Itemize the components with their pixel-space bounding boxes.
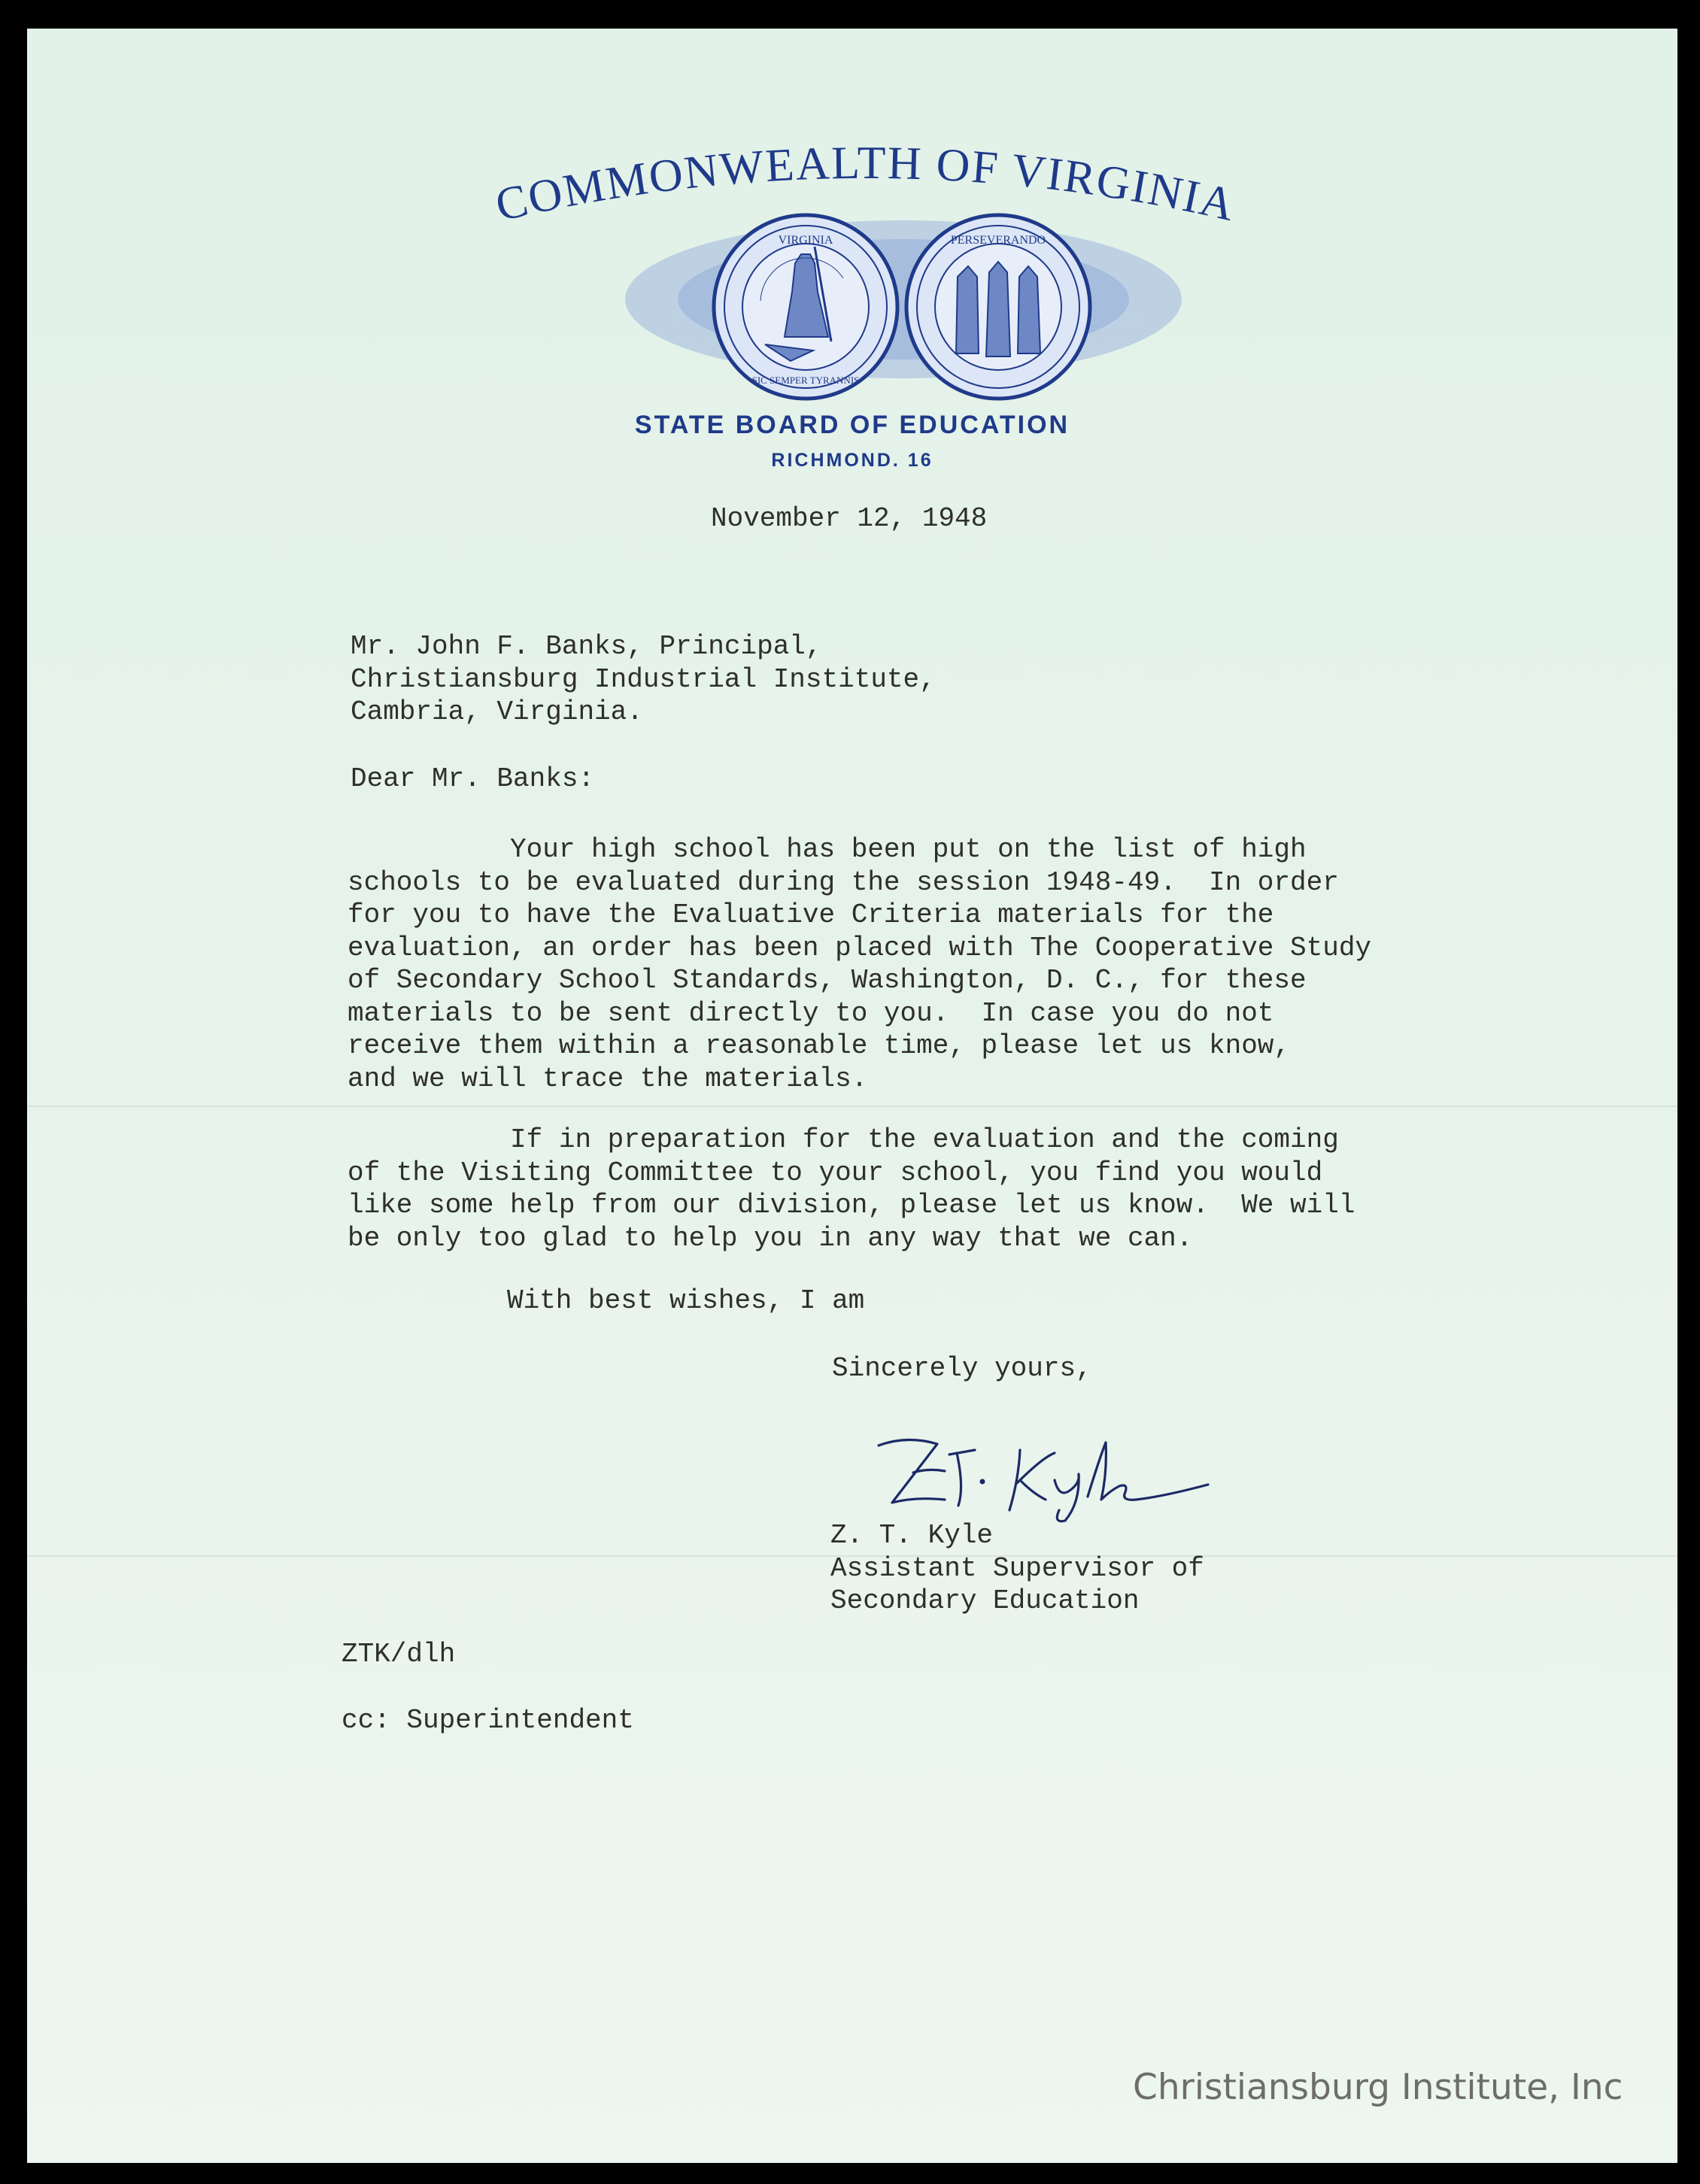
carbon-copy: cc: Superintendent <box>342 1705 634 1736</box>
recipient-line: Christiansburg Industrial Institute, <box>351 663 936 695</box>
closing-wishes: With best wishes, I am <box>507 1285 865 1316</box>
body-paragraph-1: Your high school has been put on the list of high schools to be evaluated during the session 1948-49. In order for you to have the Evaluative Criteria materials for the evaluation, an order has been placed with The Cooperative Study of Secondary School Standards, Washington, D. C., for these materials to be sent directly to you. In case you do not receive them within a reasonable time, please let us know, and we will trace the materials. <box>348 834 1372 1094</box>
letter-page <box>27 29 1677 2163</box>
signer-title: Secondary Education <box>830 1585 1140 1616</box>
typist-initials: ZTK/dlh <box>342 1639 456 1670</box>
state-seal-icon <box>618 194 1189 420</box>
svg-text:PERSEVERANDO: PERSEVERANDO <box>950 234 1046 247</box>
archive-watermark: Christiansburg Institute, Inc <box>1133 2067 1623 2108</box>
salutation: Dear Mr. Banks: <box>351 763 595 794</box>
svg-text:COMMONWEALTH OF VIRGINIA: COMMONWEALTH OF VIRGINIA <box>490 137 1241 232</box>
recipient-line: Cambria, Virginia. <box>351 696 643 727</box>
recipient-address <box>351 630 936 729</box>
body-paragraph-2: If in preparation for the evaluation and the coming of the Visiting Committee to your school, you find you would like some help from our division, please let us know. We will be only too glad to help you in any way that we can. <box>348 1124 1355 1254</box>
signer-title: Assistant Supervisor of <box>830 1552 1204 1584</box>
recipient-line: Mr. John F. Banks, Principal, <box>351 631 822 662</box>
signature-block <box>830 1519 1204 1618</box>
signature-icon <box>862 1427 1223 1525</box>
sign-off: Sincerely yours, <box>832 1353 1092 1384</box>
board-city: RICHMOND. 16 <box>771 450 933 471</box>
svg-text:SIC SEMPER TYRANNIS: SIC SEMPER TYRANNIS <box>751 375 860 386</box>
board-name: STATE BOARD OF EDUCATION <box>634 411 1070 439</box>
signer-name: Z. T. Kyle <box>830 1520 994 1551</box>
letter-date: November 12, 1948 <box>711 503 988 534</box>
fold-crease <box>27 1106 1677 1107</box>
svg-text:VIRGINIA: VIRGINIA <box>778 234 833 247</box>
